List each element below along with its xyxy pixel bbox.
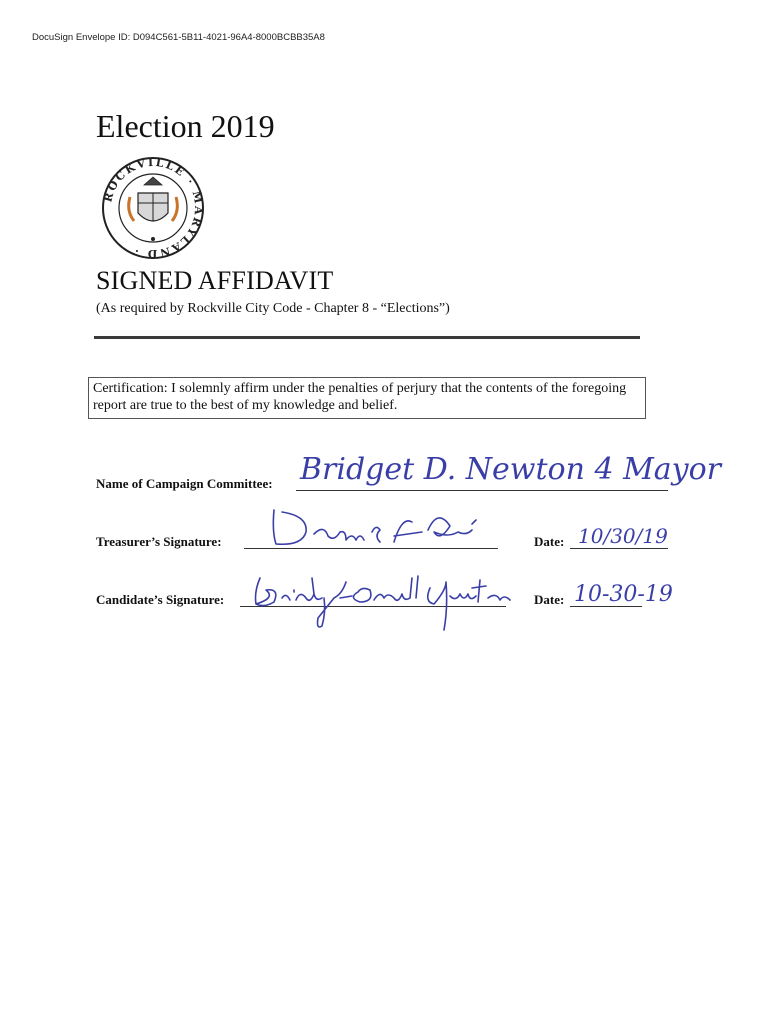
candidate-date-value: 10-30-19 — [574, 582, 673, 607]
svg-text:ROCKVILLE · MARYLAND ·: ROCKVILLE · MARYLAND · — [101, 155, 206, 261]
candidate-signature — [246, 568, 516, 636]
treasurer-signature — [262, 502, 492, 554]
docusign-envelope-id: DocuSign Envelope ID: D094C561-5B11-4021-96A4-8000BCBB35A8 — [32, 32, 325, 43]
candidate-label: Candidate’s Signature: — [96, 592, 225, 607]
heading-divider — [94, 336, 640, 339]
treasurer-date-line — [570, 548, 668, 549]
treasurer-date-value: 10/30/19 — [578, 524, 668, 548]
page-title: Election 2019 — [96, 108, 275, 144]
committee-line — [296, 490, 668, 491]
affidavit-subheading: (As required by Rockville City Code - Chapter 8 - “Elections”) — [96, 301, 450, 316]
rockville-seal-logo — [100, 155, 206, 261]
treasurer-label: Treasurer’s Signature: — [96, 534, 222, 549]
affidavit-heading: SIGNED AFFIDAVIT — [96, 266, 334, 295]
candidate-date-label: Date: — [534, 592, 565, 607]
certification-text: Certification: I solemnly affirm under the penalties of perjury that the contents of the foregoing report are true to the best of my knowledge and belief. — [93, 381, 627, 413]
committee-value: Bridget D. Newton 4 Mayor — [300, 452, 722, 487]
committee-label: Name of Campaign Committee: — [96, 476, 273, 491]
certification-box — [88, 377, 646, 419]
treasurer-date-label: Date: — [534, 534, 565, 549]
